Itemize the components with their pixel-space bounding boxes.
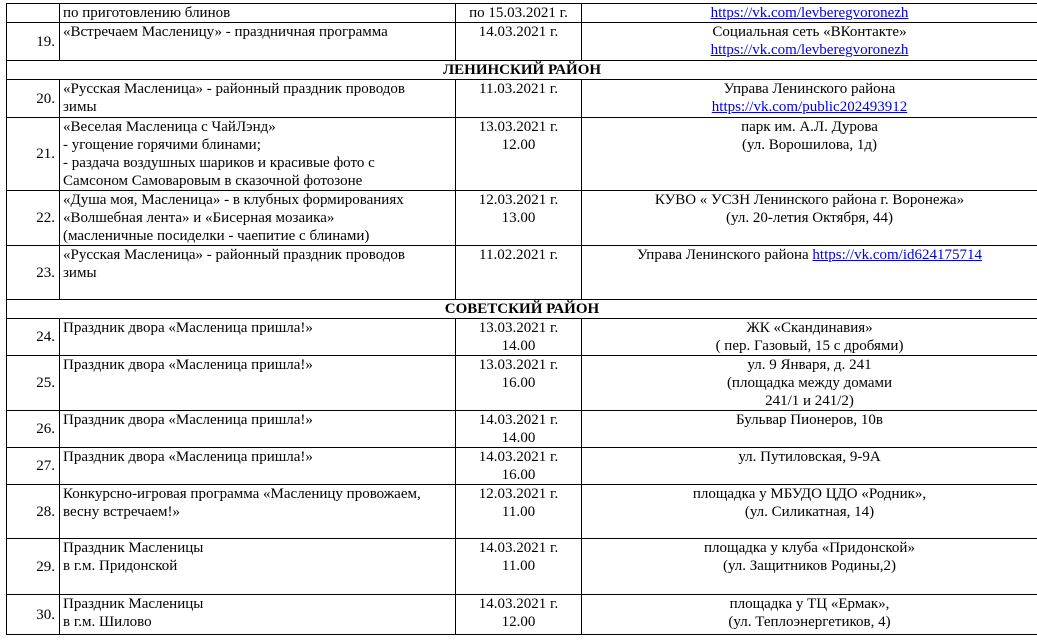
- row-number: 19.: [7, 23, 60, 61]
- place-text: площадка у клуба «Придонской»: [704, 540, 915, 556]
- event-line: (масленичные посиделки - чаепитие с блинами): [63, 228, 370, 244]
- event-line: Конкурсно-игровая программа «Масленицу провожаем,: [63, 486, 421, 502]
- place-line: [585, 4, 1034, 22]
- event-place: [582, 4, 1037, 23]
- place-line: [585, 485, 1034, 503]
- table-row: [7, 485, 1037, 539]
- event-name: [60, 485, 456, 539]
- date-line: 12.03.2021 г.: [478, 486, 559, 502]
- date-line: 11.02.2021 г.: [479, 247, 558, 263]
- row-number: 22.: [7, 191, 60, 246]
- event-place: [582, 411, 1037, 448]
- event-line: Праздник двора «Масленица пришла!»: [63, 357, 313, 373]
- row-number: 25.: [7, 356, 60, 411]
- event-line: «Русская Масленица» - районный праздник проводов: [63, 81, 406, 97]
- section-title: ЛЕНИНСКИЙ РАЙОН: [7, 61, 1037, 80]
- event-line: - раздача воздушных шариков и красивые фото с: [63, 155, 375, 171]
- event-name: [60, 246, 456, 300]
- event-date: [456, 595, 582, 635]
- events-table: [6, 3, 1037, 635]
- row-number: [7, 4, 60, 23]
- event-line: Праздник Масленицы: [63, 596, 204, 612]
- place-line: [585, 613, 1034, 631]
- section-row: [7, 61, 1037, 80]
- event-date: [456, 319, 582, 356]
- place-line: [585, 136, 1034, 154]
- event-line: зимы: [63, 265, 97, 281]
- table-row: [7, 448, 1037, 485]
- event-date: [456, 246, 582, 300]
- event-name: [60, 595, 456, 635]
- event-place: [582, 595, 1037, 635]
- place-text: (площадка между домами: [726, 375, 893, 391]
- event-line: зимы: [63, 99, 97, 115]
- section-row: [7, 300, 1037, 319]
- place-line: [585, 448, 1034, 466]
- place-line: [585, 41, 1034, 59]
- place-line: [585, 191, 1034, 209]
- table-row: [7, 80, 1037, 118]
- place-text: Управа Ленинского района: [723, 81, 896, 97]
- table-row: [7, 246, 1037, 300]
- row-number: 23.: [7, 246, 60, 300]
- place-text: Управа Ленинского района: [636, 247, 813, 263]
- event-line: Праздник двора «Масленица пришла!»: [63, 320, 313, 336]
- place-text: 241/1 и 241/2): [765, 393, 854, 409]
- event-date: [456, 191, 582, 246]
- date-line: 14.03.2021 г.: [478, 449, 559, 465]
- event-place: [582, 319, 1037, 356]
- section-title: СОВЕТСКИЙ РАЙОН: [7, 300, 1037, 319]
- place-line: [585, 356, 1034, 374]
- event-place: [582, 539, 1037, 595]
- event-line: в г.м. Придонской: [63, 558, 178, 574]
- date-line: 11.00: [501, 558, 536, 574]
- event-name: [60, 411, 456, 448]
- place-line: [585, 539, 1034, 557]
- event-date: [456, 448, 582, 485]
- event-line: по приготовлению блинов: [63, 5, 231, 21]
- row-number: 20.: [7, 80, 60, 118]
- date-line: 12.00: [501, 137, 536, 153]
- date-line: 14.03.2021 г.: [478, 540, 559, 556]
- place-line: [585, 118, 1034, 136]
- event-date: [456, 411, 582, 448]
- place-line: [585, 503, 1034, 521]
- event-name: [60, 191, 456, 246]
- event-place: [582, 246, 1037, 300]
- place-text: площадка у ТЦ «Ермак»,: [729, 596, 890, 612]
- date-line: 14.03.2021 г.: [478, 596, 559, 612]
- row-number: 27.: [7, 448, 60, 485]
- vk-link[interactable]: https://vk.com/levberegvoronezh: [710, 5, 909, 21]
- event-date: [456, 539, 582, 595]
- event-line: Праздник двора «Масленица пришла!»: [63, 412, 313, 428]
- row-number: 21.: [7, 118, 60, 191]
- place-line: [585, 557, 1034, 575]
- place-text: ул. Путиловская, 9-9А: [738, 449, 881, 465]
- event-name: [60, 4, 456, 23]
- event-line: «Встречаем Масленицу» - праздничная программа: [63, 24, 388, 40]
- event-place: [582, 356, 1037, 411]
- place-line: [585, 595, 1034, 613]
- event-date: [456, 118, 582, 191]
- place-line: [585, 392, 1034, 410]
- event-place: [582, 23, 1037, 61]
- event-name: [60, 356, 456, 411]
- place-text: Социальная сеть «ВКонтакте»: [712, 24, 907, 40]
- date-line: 14.03.2021 г.: [478, 412, 559, 428]
- place-line: [585, 337, 1034, 355]
- event-place: [582, 448, 1037, 485]
- place-line: [585, 98, 1034, 116]
- event-line: «Веселая Масленица с ЧайЛэнд»: [63, 119, 276, 135]
- event-place: [582, 118, 1037, 191]
- place-text: площадка у МБУДО ЦДО «Родник»,: [692, 486, 927, 502]
- date-line: 16.00: [501, 375, 536, 391]
- row-number: 29.: [7, 539, 60, 595]
- event-place: [582, 485, 1037, 539]
- event-name: [60, 448, 456, 485]
- event-line: Самсоном Самоваровым в сказочной фотозоне: [63, 173, 363, 189]
- date-line: 13.03.2021 г.: [478, 119, 559, 135]
- event-line: Праздник Масленицы: [63, 540, 204, 556]
- place-text: (ул. Теплоэнергетиков, 4): [728, 614, 891, 630]
- place-text: (ул. Силикатная, 14): [744, 504, 875, 520]
- event-date: [456, 4, 582, 23]
- place-line: [585, 246, 1034, 264]
- place-line: [585, 80, 1034, 98]
- place-line: [585, 411, 1034, 429]
- vk-link[interactable]: https://vk.com/id624175714: [812, 247, 983, 263]
- row-number: 30.: [7, 595, 60, 635]
- place-line: [585, 23, 1034, 41]
- event-line: - угощение горячими блинами;: [63, 137, 261, 153]
- place-line: [585, 209, 1034, 227]
- place-text: парк им. А.Л. Дурова: [741, 119, 878, 135]
- table-row: [7, 4, 1037, 23]
- date-line: 11.03.2021 г.: [479, 81, 558, 97]
- table-row: [7, 23, 1037, 61]
- date-line: 14.00: [501, 430, 536, 446]
- event-name: [60, 118, 456, 191]
- event-place: [582, 80, 1037, 118]
- place-text: Бульвар Пионеров, 10в: [736, 412, 883, 428]
- event-name: [60, 319, 456, 356]
- place-text: ул. 9 Января, д. 241: [747, 357, 872, 373]
- event-name: [60, 539, 456, 595]
- table-row: [7, 118, 1037, 191]
- row-number: 26.: [7, 411, 60, 448]
- place-text: КУВО « УСЗН Ленинского района г. Воронежа»: [654, 192, 965, 208]
- place-line: [585, 374, 1034, 392]
- event-date: [456, 80, 582, 118]
- event-line: «Русская Масленица» - районный праздник проводов: [63, 247, 406, 263]
- place-line: [585, 319, 1034, 337]
- date-line: 16.00: [501, 467, 536, 483]
- place-text: ( пер. Газовый, 15 с дробями): [715, 338, 904, 354]
- event-line: «Волшебная лента» и «Бисерная мозаика»: [63, 210, 335, 226]
- date-line: 12.00: [501, 614, 536, 630]
- vk-link[interactable]: https://vk.com/public202493912: [711, 99, 908, 115]
- event-date: [456, 23, 582, 61]
- event-date: [456, 356, 582, 411]
- date-line: 14.00: [501, 338, 536, 354]
- event-name: [60, 23, 456, 61]
- event-line: в г.м. Шилово: [63, 614, 152, 630]
- place-text: (ул. 20-летия Октября, 44): [726, 210, 893, 226]
- place-text: ЖК «Скандинавия»: [746, 320, 873, 336]
- date-line: 11.00: [501, 504, 536, 520]
- date-line: 14.03.2021 г.: [478, 24, 559, 40]
- table-row: [7, 356, 1037, 411]
- table-row: [7, 191, 1037, 246]
- row-number: 28.: [7, 485, 60, 539]
- events-table-body: [7, 4, 1037, 635]
- row-number: 24.: [7, 319, 60, 356]
- place-text: (ул. Ворошилова, 1д): [741, 137, 878, 153]
- vk-link[interactable]: https://vk.com/levberegvoronezh: [710, 42, 909, 58]
- table-row: [7, 595, 1037, 635]
- date-line: 13.00: [501, 210, 536, 226]
- event-line: Праздник двора «Масленица пришла!»: [63, 449, 313, 465]
- event-date: [456, 485, 582, 539]
- table-row: [7, 539, 1037, 595]
- table-row: [7, 319, 1037, 356]
- date-line: 13.03.2021 г.: [478, 357, 559, 373]
- event-line: «Душа моя, Масленица» - в клубных формированиях: [63, 192, 404, 208]
- event-name: [60, 80, 456, 118]
- event-place: [582, 191, 1037, 246]
- date-line: 13.03.2021 г.: [478, 320, 559, 336]
- date-line: по 15.03.2021 г.: [469, 5, 568, 21]
- table-row: [7, 411, 1037, 448]
- date-line: 12.03.2021 г.: [478, 192, 559, 208]
- event-line: весну встречаем!»: [63, 504, 180, 520]
- place-text: (ул. Защитников Родины,2): [722, 558, 897, 574]
